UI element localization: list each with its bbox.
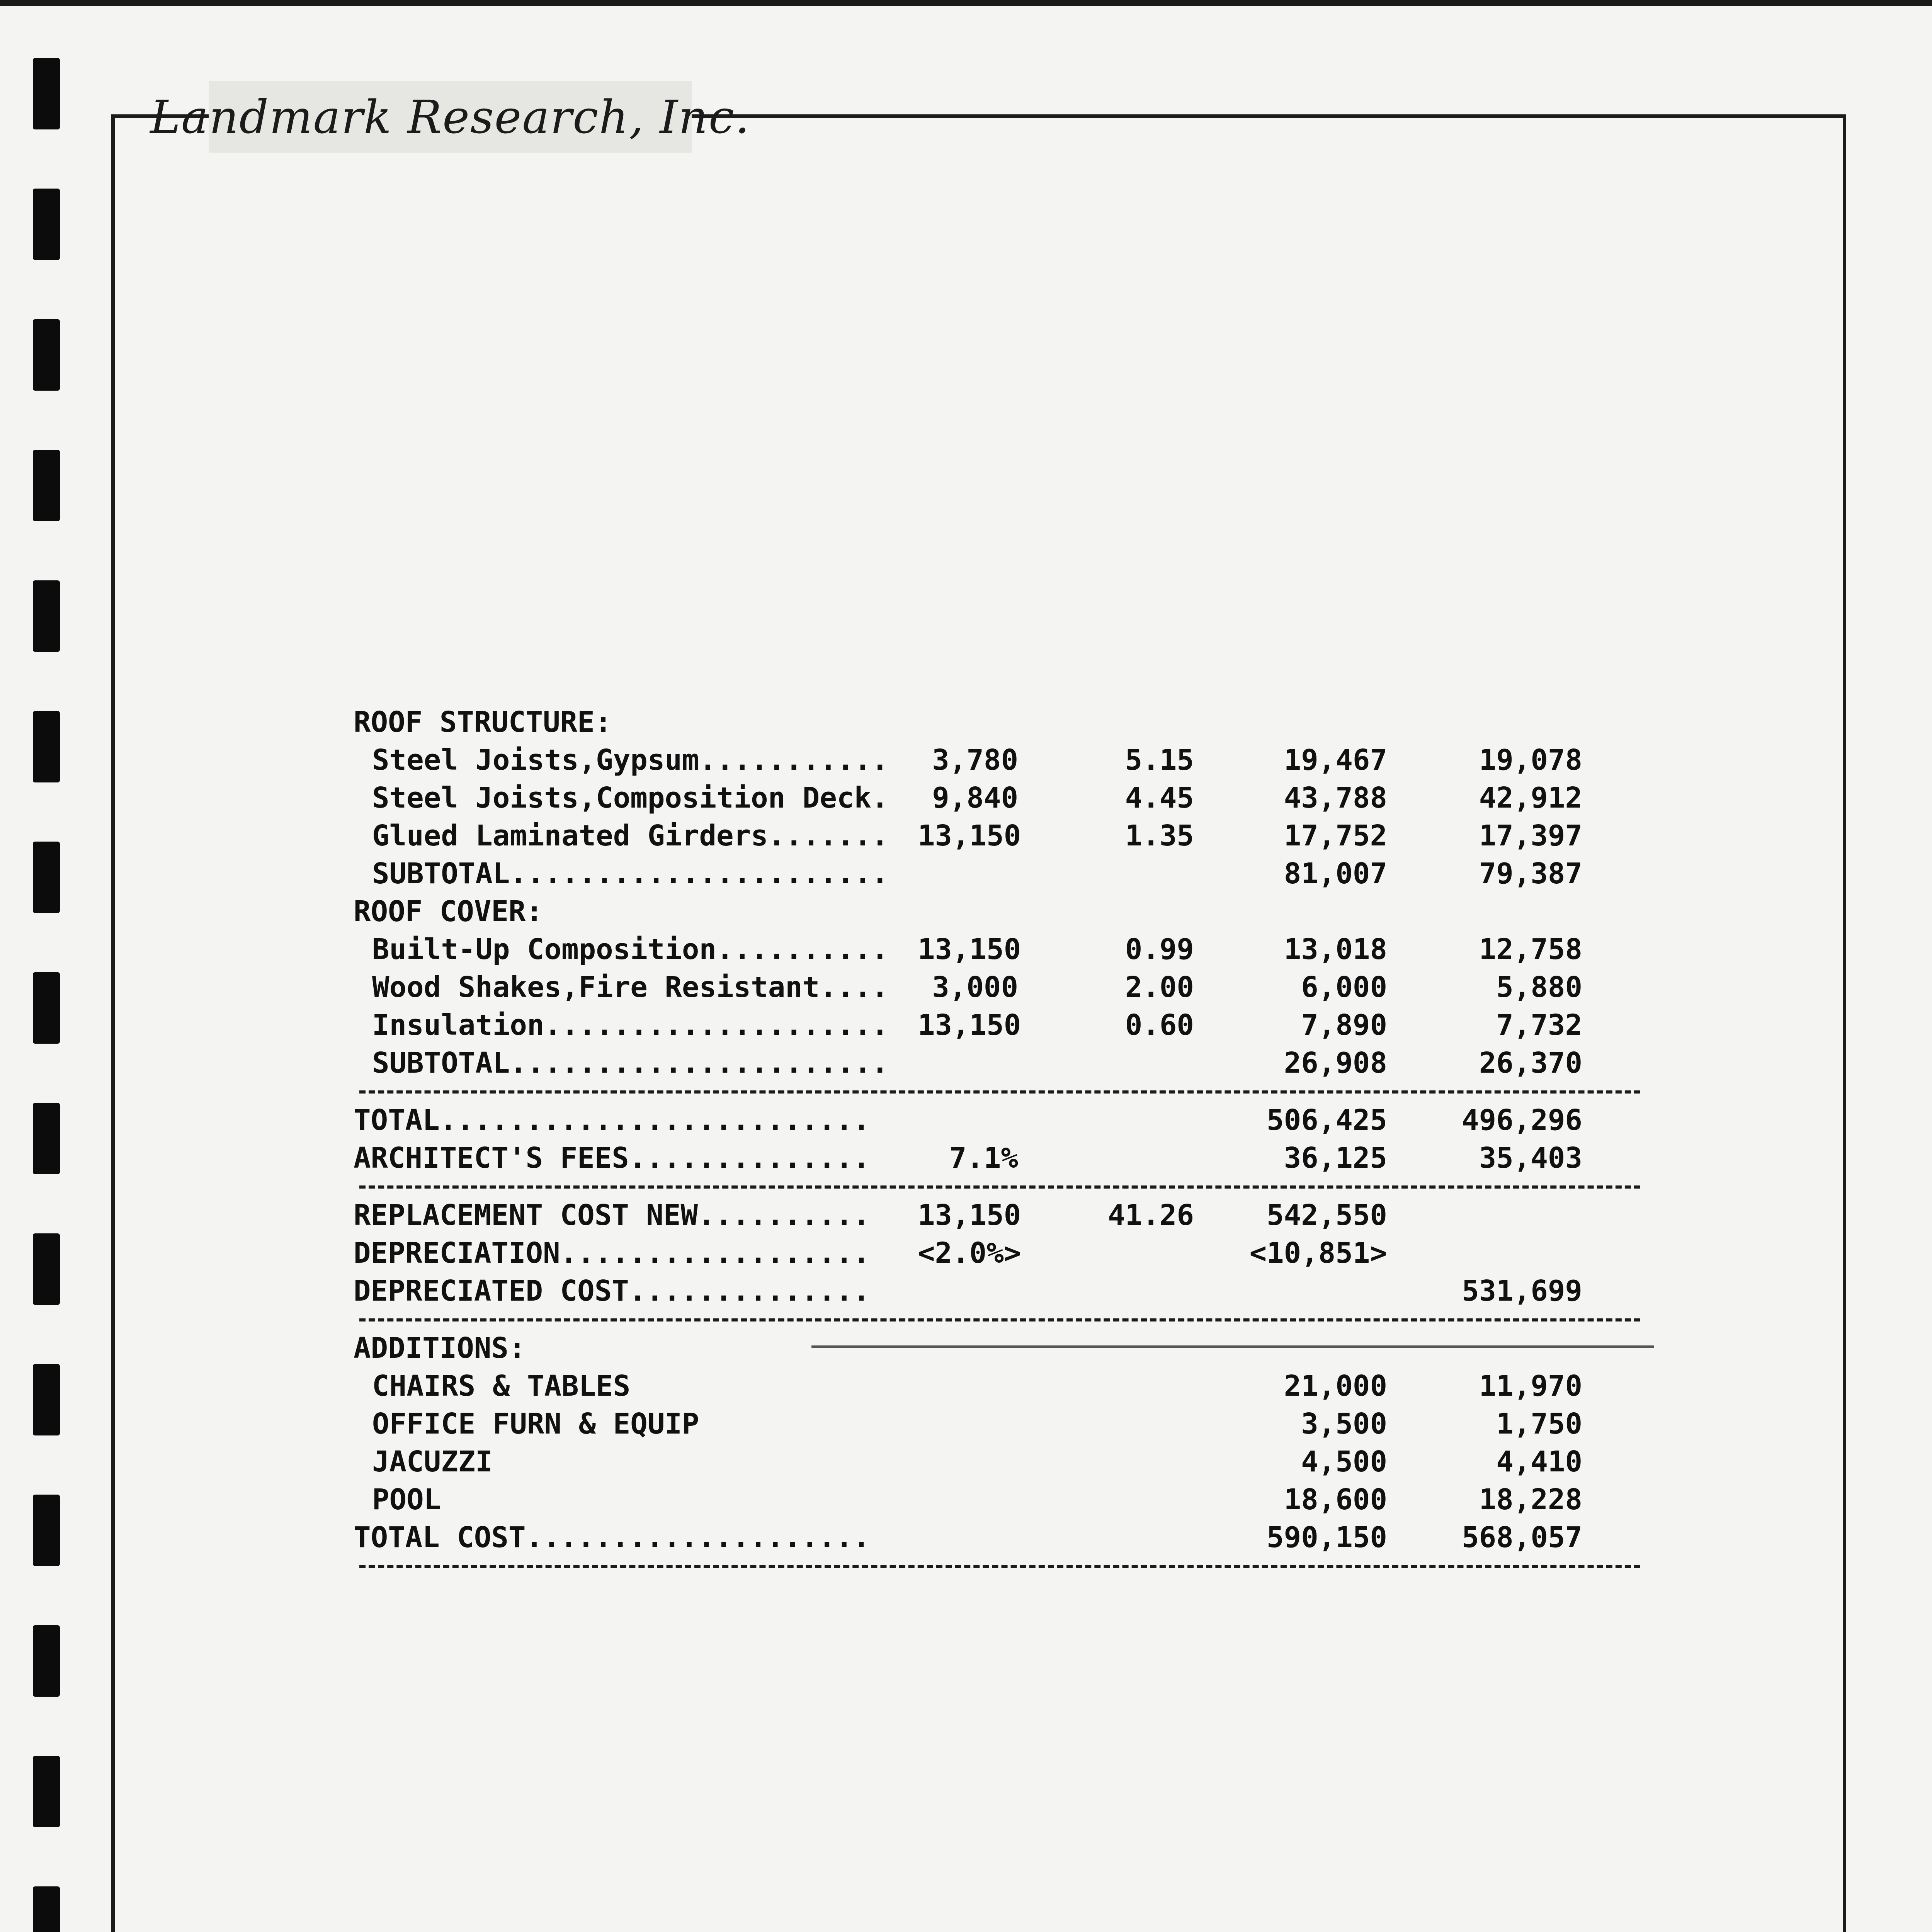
section-heading-additions [354,1329,1640,1367]
binding-mark [33,1625,60,1697]
depreciation-row [354,1234,1640,1272]
unit-cost-cell: 2.00 [1125,971,1194,1004]
depreciated-cost-cell: 35,403 [1479,1141,1582,1175]
table-row [354,1443,1640,1481]
table-row [354,779,1640,817]
row-label: Wood Shakes,Fire Resistant.... [372,971,889,1004]
depreciated-cost-cell: 18,228 [1479,1483,1582,1516]
depreciated-cost-cell: 5,880 [1496,971,1582,1004]
quantity-cell: 3,000 [932,971,1018,1004]
company-name: Landmark Research, Inc. [150,90,750,144]
row-label: Steel Joists,Gypsum........... [372,743,889,777]
binding-hole-marks [33,58,60,1932]
row-label: ROOF COVER: [354,895,543,928]
cost-new-cell: 18,600 [1284,1483,1387,1516]
quantity-cell: 13,150 [918,819,1021,852]
table-row [354,1006,1640,1044]
binding-mark [33,1364,60,1435]
row-label: TOTAL......................... [354,1104,870,1137]
cost-new-cell: 19,467 [1284,743,1387,777]
unit-cost-cell: 0.99 [1125,933,1194,966]
unit-cost-cell: 4.45 [1125,781,1194,815]
depreciation-amount-cell: <10,851> [1249,1236,1387,1270]
section-heading-roof-structure [354,703,1640,741]
depreciated-cost-cell: 568,057 [1462,1521,1582,1554]
depreciated-cost-cell: 12,758 [1479,933,1582,966]
row-label: OFFICE FURN & EQUIP [372,1407,699,1440]
cost-new-cell: 26,908 [1284,1046,1387,1080]
cost-new-cell: 4,500 [1301,1445,1387,1478]
company-logo [150,81,750,153]
cost-new-cell: 81,007 [1284,857,1387,890]
quantity-cell: 13,150 [918,933,1021,966]
binding-mark [33,450,60,521]
table-row [354,1367,1640,1405]
binding-mark [33,319,60,391]
binding-mark [33,1233,60,1305]
depreciated-cost-cell: 11,970 [1479,1369,1582,1403]
total-cost-row [354,1519,1640,1556]
section-heading-roof-cover [354,893,1640,930]
quantity-cell: 9,840 [932,781,1018,815]
cost-new-cell: 21,000 [1284,1369,1387,1403]
binding-mark [33,189,60,260]
row-label: SUBTOTAL...................... [372,857,889,890]
cost-new-cell: 506,425 [1267,1104,1387,1137]
subtotal-row [354,1044,1640,1082]
binding-mark [33,1886,60,1932]
unit-cost-cell: 5.15 [1125,743,1194,777]
row-label: Built-Up Composition.......... [372,933,889,966]
row-label: Insulation.................... [372,1009,889,1042]
row-label: ADDITIONS: [354,1332,526,1365]
binding-mark [33,711,60,782]
row-label: Glued Laminated Girders....... [372,819,889,852]
architect-fees-row [354,1139,1640,1177]
depreciation-rate-cell: <2.0%> [918,1236,1021,1270]
depreciated-cost-cell: 4,410 [1496,1445,1582,1478]
depreciated-cost-cell: 531,699 [1462,1274,1582,1308]
total-row [354,1101,1640,1139]
dashed-divider [354,1310,1640,1329]
depreciated-cost-cell: 42,912 [1479,781,1582,815]
depreciated-cost-cell: 1,750 [1496,1407,1582,1440]
row-label: ARCHITECT'S FEES.............. [354,1141,870,1175]
binding-mark [33,1103,60,1174]
depreciated-cost-cell: 17,397 [1479,819,1582,852]
row-label: DEPRECIATED COST.............. [354,1274,870,1308]
binding-mark [33,1495,60,1566]
dashed-divider [354,1556,1640,1576]
table-row [354,1481,1640,1519]
depreciated-cost-underline [811,1345,1654,1348]
cost-new-cell: 36,125 [1284,1141,1387,1175]
dashed-divider [354,1177,1640,1196]
cost-new-cell: 6,000 [1301,971,1387,1004]
binding-mark [33,580,60,652]
subtotal-row [354,855,1640,893]
depreciated-cost-cell: 7,732 [1496,1009,1582,1042]
row-label: REPLACEMENT COST NEW.......... [354,1199,870,1232]
depreciated-cost-cell: 26,370 [1479,1046,1582,1080]
depreciated-cost-cell: 496,296 [1462,1104,1582,1137]
table-row [354,817,1640,855]
row-label: ROOF STRUCTURE: [354,706,612,739]
cost-new-cell: 43,788 [1284,781,1387,815]
depreciated-cost-cell: 19,078 [1479,743,1582,777]
binding-mark [33,58,60,129]
binding-mark [33,1756,60,1827]
depreciated-cost-cell: 79,387 [1479,857,1582,890]
cost-new-cell: 13,018 [1284,933,1387,966]
row-label: Steel Joists,Composition Deck. [372,781,889,815]
cost-new-cell: 542,550 [1267,1199,1387,1232]
cost-new-cell: 3,500 [1301,1407,1387,1440]
quantity-cell: 13,150 [918,1009,1021,1042]
binding-mark [33,842,60,913]
unit-cost-cell: 41.26 [1108,1199,1194,1232]
binding-mark [33,972,60,1044]
table-row [354,1405,1640,1443]
row-label: JACUZZI [372,1445,493,1478]
cost-new-cell: 590,150 [1267,1521,1387,1554]
fee-rate-cell: 7.1% [949,1141,1018,1175]
table-row [354,930,1640,968]
replacement-cost-row [354,1196,1640,1234]
row-label: DEPRECIATION.................. [354,1236,870,1270]
row-label: CHAIRS & TABLES [372,1369,631,1403]
unit-cost-cell: 1.35 [1125,819,1194,852]
row-label: POOL [372,1483,441,1516]
dashed-divider [354,1082,1640,1101]
cost-new-cell: 17,752 [1284,819,1387,852]
top-edge-rule [0,0,1932,6]
depreciated-cost-row [354,1272,1640,1310]
unit-cost-cell: 0.60 [1125,1009,1194,1042]
table-row [354,968,1640,1006]
cost-table [354,703,1640,1576]
quantity-cell: 13,150 [918,1199,1021,1232]
cost-new-cell: 7,890 [1301,1009,1387,1042]
quantity-cell: 3,780 [932,743,1018,777]
row-label: TOTAL COST.................... [354,1521,870,1554]
row-label: SUBTOTAL...................... [372,1046,889,1080]
table-row [354,741,1640,779]
